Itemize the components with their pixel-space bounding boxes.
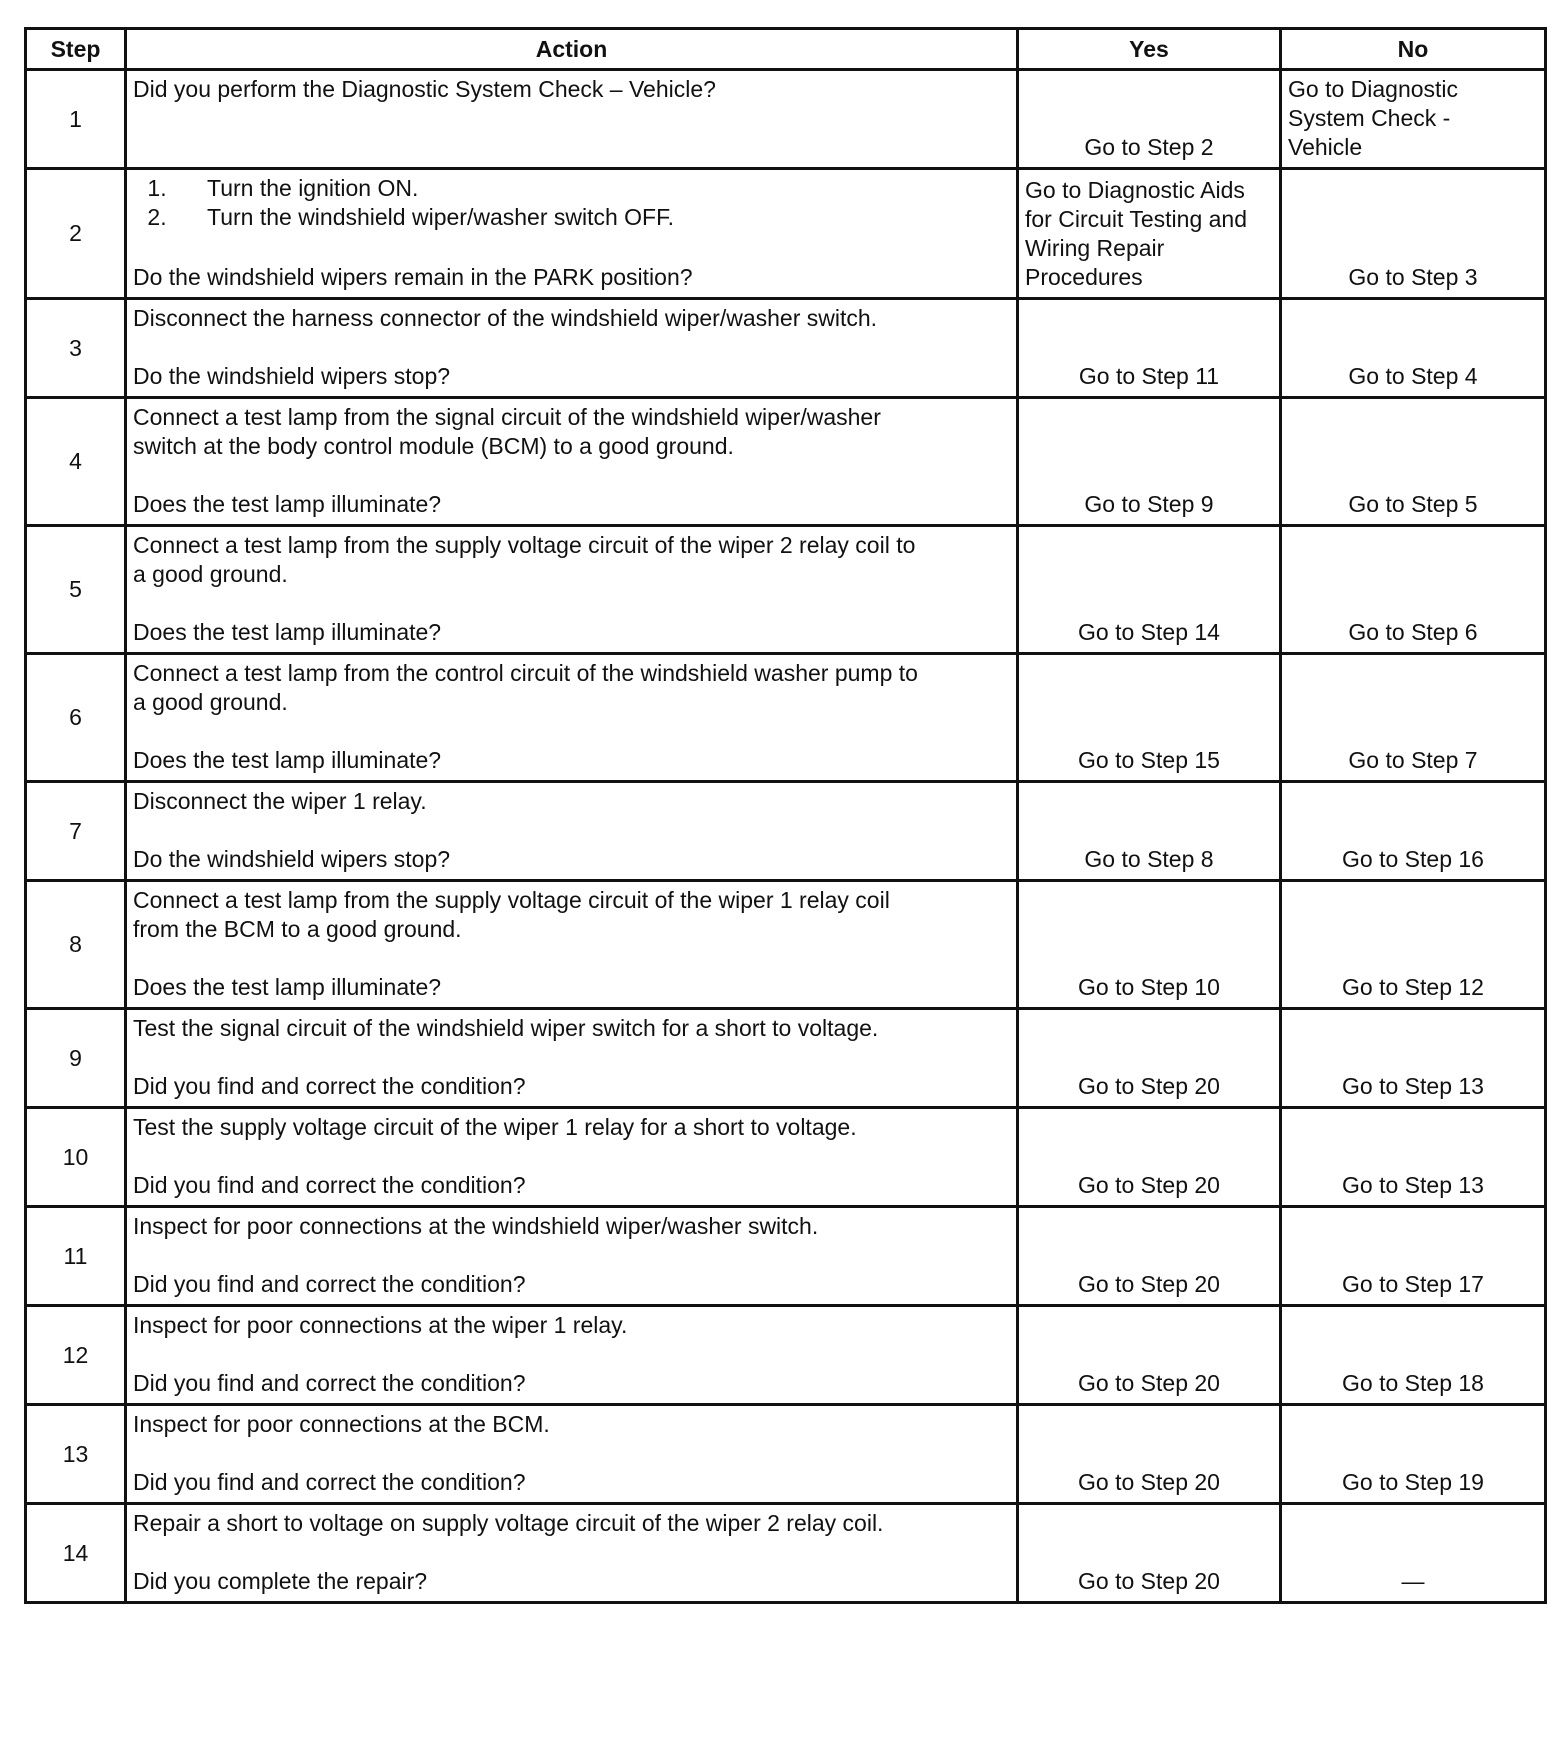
action-step-item: 2. Turn the windshield wiper/washer switch OFF. [173,203,1008,232]
action-text: Test the signal circuit of the windshield wiper switch for a short to voltage. [133,1015,879,1041]
yes-text: Go to Step 14 [1078,619,1220,645]
action-text-line: from the BCM to a good ground. [133,916,462,942]
no-text-line: System Check - [1288,105,1451,131]
yes-text: Go to Step 20 [1078,1469,1220,1495]
table-row [26,881,1546,1009]
table-row [26,169,1546,299]
step-number: 12 [26,1306,126,1405]
step-number: 5 [26,526,126,654]
step-number: 8 [26,881,126,1009]
no-text: Go to Step 18 [1342,1370,1484,1396]
action-text: Disconnect the harness connector of the windshield wiper/washer switch. [133,305,878,331]
no-cell [1281,299,1546,398]
yes-text: Go to Step 9 [1084,491,1214,517]
no-text: Go to Step 16 [1342,846,1484,872]
action-text-line: Connect a test lamp from the supply voltage circuit of the wiper 2 relay coil to [133,532,916,558]
no-cell [1281,1207,1546,1306]
header-action: Action [126,29,1018,70]
diagnostic-table-container [24,27,1547,1604]
no-text: Go to Step 17 [1342,1271,1484,1297]
action-cell [126,881,1018,1009]
yes-text: Go to Step 10 [1078,974,1220,1000]
yes-cell [1018,1108,1281,1207]
header-step: Step [26,29,126,70]
action-question: Do the windshield wipers remain in the PARK position? [133,264,693,290]
header-no: No [1281,29,1546,70]
step-number: 9 [26,1009,126,1108]
yes-cell [1018,782,1281,881]
no-cell [1281,782,1546,881]
action-cell [126,1108,1018,1207]
step-number: 1 [26,70,126,169]
step-number: 2 [26,169,126,299]
action-cell [126,782,1018,881]
action-cell [126,1207,1018,1306]
table-row [26,526,1546,654]
no-cell [1281,1108,1546,1207]
table-row [26,782,1546,881]
action-text-line: Connect a test lamp from the control circuit of the windshield washer pump to [133,660,918,686]
yes-text-line: for Circuit Testing and [1025,206,1248,232]
table-row [26,398,1546,526]
action-text: Repair a short to voltage on supply voltage circuit of the wiper 2 relay coil. [133,1510,884,1536]
no-text: Go to Step 4 [1348,363,1478,389]
yes-cell [1018,526,1281,654]
action-cell [126,654,1018,782]
no-text: Go to Step 19 [1342,1469,1484,1495]
yes-text-line: Go to Diagnostic Aids [1025,177,1245,203]
step-number: 3 [26,299,126,398]
yes-text: Go to Step 11 [1078,363,1220,389]
step-number: 10 [26,1108,126,1207]
action-step-item: 1. Turn the ignition ON. [173,174,1008,203]
yes-cell [1018,169,1281,299]
action-text-line: switch at the body control module (BCM) to a good ground. [133,433,734,459]
yes-cell [1018,654,1281,782]
step-number: 13 [26,1405,126,1504]
action-question: Did you find and correct the condition? [133,1469,526,1495]
yes-cell [1018,1306,1281,1405]
action-question: Do the windshield wipers stop? [133,846,451,872]
yes-cell [1018,1405,1281,1504]
action-question: Did you find and correct the condition? [133,1370,526,1396]
no-text-line: Go to Diagnostic [1288,76,1459,102]
action-cell [126,1306,1018,1405]
step-number: 6 [26,654,126,782]
action-text: Disconnect the wiper 1 relay. [133,788,427,814]
no-cell [1281,169,1546,299]
diagnostic-table [24,27,1547,1604]
action-cell [126,526,1018,654]
no-cell [1281,398,1546,526]
yes-text-line: Wiring Repair [1025,235,1165,261]
yes-text: Go to Step 20 [1078,1271,1220,1297]
action-cell [126,1504,1018,1603]
no-text-line: Vehicle [1288,134,1363,160]
action-steps-list [133,174,1008,232]
table-row [26,654,1546,782]
action-cell [126,299,1018,398]
action-question: Did you find and correct the condition? [133,1073,526,1099]
step-number: 14 [26,1504,126,1603]
action-text: Inspect for poor connections at the wiper 1 relay. [133,1312,628,1338]
yes-text: Go to Step 20 [1078,1172,1220,1198]
table-row [26,1009,1546,1108]
action-cell [126,398,1018,526]
yes-text: Go to Step 20 [1078,1568,1220,1594]
no-text: Go to Step 13 [1342,1172,1484,1198]
action-question: Does the test lamp illuminate? [133,974,442,1000]
yes-cell [1018,1207,1281,1306]
yes-cell [1018,398,1281,526]
no-cell [1281,70,1546,169]
yes-text: Go to Step 15 [1078,747,1220,773]
no-text: Go to Step 13 [1342,1073,1484,1099]
no-cell [1281,1306,1546,1405]
no-text: Go to Step 5 [1348,491,1478,517]
no-text: Go to Step 12 [1342,974,1484,1000]
step-number: 4 [26,398,126,526]
no-cell [1281,1009,1546,1108]
table-row [26,70,1546,169]
table-row [26,299,1546,398]
table-row [26,1504,1546,1603]
yes-cell [1018,70,1281,169]
action-text: Test the supply voltage circuit of the wiper 1 relay for a short to voltage. [133,1114,857,1140]
action-cell [126,1009,1018,1108]
action-text-line: a good ground. [133,689,288,715]
action-question: Does the test lamp illuminate? [133,491,442,517]
action-question: Did you complete the repair? [133,1568,428,1594]
action-question: Did you find and correct the condition? [133,1172,526,1198]
yes-text: Go to Step 2 [1084,134,1214,160]
action-question: Does the test lamp illuminate? [133,747,442,773]
no-text: Go to Step 6 [1348,619,1478,645]
no-text: Go to Step 3 [1348,264,1478,290]
yes-text: Go to Step 20 [1078,1073,1220,1099]
yes-cell [1018,881,1281,1009]
no-text: Go to Step 7 [1348,747,1478,773]
action-question: Does the test lamp illuminate? [133,619,442,645]
yes-text: Go to Step 20 [1078,1370,1220,1396]
no-dash: — [1401,1568,1425,1594]
action-question: Do the windshield wipers stop? [133,363,451,389]
action-text-line: Connect a test lamp from the signal circuit of the windshield wiper/washer [133,404,881,430]
step-number: 11 [26,1207,126,1306]
action-text-line: Connect a test lamp from the supply voltage circuit of the wiper 1 relay coil [133,887,890,913]
no-cell [1281,526,1546,654]
action-text: Did you perform the Diagnostic System Check – Vehicle? [133,76,716,102]
no-cell [1281,881,1546,1009]
action-cell [126,169,1018,299]
yes-cell [1018,299,1281,398]
action-cell [126,1405,1018,1504]
header-yes: Yes [1018,29,1281,70]
no-cell [1281,1405,1546,1504]
table-row [26,1306,1546,1405]
step-number: 7 [26,782,126,881]
yes-text: Go to Step 8 [1084,846,1214,872]
yes-text-line: Procedures [1025,264,1143,290]
action-cell [126,70,1018,169]
table-row [26,1207,1546,1306]
action-text: Inspect for poor connections at the windshield wiper/washer switch. [133,1213,819,1239]
no-cell [1281,654,1546,782]
header-row [26,29,1546,70]
yes-cell [1018,1009,1281,1108]
action-text: Inspect for poor connections at the BCM. [133,1411,550,1437]
action-text-line: a good ground. [133,561,288,587]
table-row [26,1405,1546,1504]
action-question: Did you find and correct the condition? [133,1271,526,1297]
no-cell [1281,1504,1546,1603]
table-row [26,1108,1546,1207]
yes-cell [1018,1504,1281,1603]
